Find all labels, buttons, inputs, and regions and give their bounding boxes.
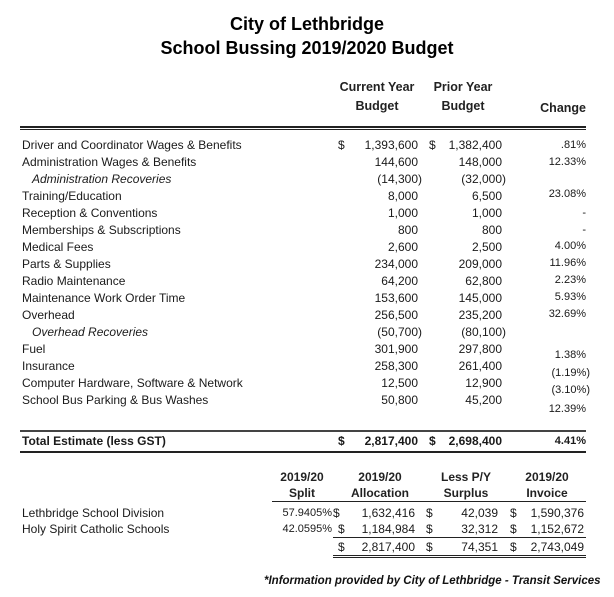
header-current-budget: Budget — [355, 99, 399, 113]
row-prior: 12,900 — [465, 376, 502, 390]
currency-symbol: $ — [426, 522, 433, 536]
header-prior-budget: Budget — [441, 99, 485, 113]
allocation-header-rule — [272, 501, 586, 502]
header-invoice-year: 2019/20 — [525, 470, 569, 484]
currency-symbol: $ — [338, 540, 345, 554]
row-label: Memberships & Subscriptions — [22, 223, 181, 237]
row-prior: 1,382,400 — [448, 138, 502, 152]
row-label: Parts & Supplies — [22, 257, 111, 271]
row-label: Maintenance Work Order Time — [22, 291, 186, 305]
currency-symbol: $ — [429, 138, 436, 152]
allocation-row-invoice: 1,590,376 — [530, 506, 584, 520]
row-label: Radio Maintenance — [22, 274, 126, 288]
allocation-row-split: 42.0595% — [282, 523, 332, 535]
row-change: 12.33% — [548, 156, 586, 168]
row-label: Administration Recoveries — [32, 172, 172, 186]
row-label: Overhead Recoveries — [32, 325, 149, 339]
row-label: Administration Wages & Benefits — [22, 155, 197, 169]
allocation-total-invoice: 2,743,049 — [530, 540, 584, 554]
row-prior: (80,100) — [461, 325, 506, 339]
currency-symbol: $ — [510, 540, 517, 554]
allocation-subtotal-rule — [333, 537, 586, 538]
allocation-row-surplus: 42,039 — [461, 506, 498, 520]
row-change: 1.38% — [554, 349, 586, 361]
row-prior: 2,500 — [471, 240, 502, 254]
currency-symbol: $ — [426, 506, 433, 520]
currency-symbol: $ — [333, 506, 340, 520]
row-change: 23.08% — [548, 188, 586, 200]
document-title-line2: School Bussing 2019/2020 Budget — [160, 38, 454, 58]
row-label: Training/Education — [22, 189, 122, 203]
row-label: Driver and Coordinator Wages & Benefits — [22, 138, 242, 152]
row-prior: 209,000 — [458, 257, 502, 271]
row-current: 64,200 — [381, 274, 418, 288]
row-change: - — [582, 224, 586, 236]
row-prior: (32,000) — [461, 172, 506, 186]
header-invoice: Invoice — [526, 486, 568, 500]
row-current: 153,600 — [374, 291, 418, 305]
row-prior: 6,500 — [471, 189, 502, 203]
currency-symbol: $ — [338, 138, 345, 152]
header-current-year: Current Year — [339, 80, 415, 94]
row-change: 4.00% — [554, 240, 586, 252]
row-current: (14,300) — [377, 172, 422, 186]
header-split: Split — [289, 486, 315, 500]
allocation-row-invoice: 1,152,672 — [530, 522, 584, 536]
allocation-total-rule-double — [333, 557, 586, 558]
row-current: 258,300 — [374, 359, 418, 373]
row-change: 12.39% — [548, 403, 586, 415]
currency-symbol: $ — [338, 522, 345, 536]
row-current: 301,900 — [374, 342, 418, 356]
allocation-row-allocation: 1,632,416 — [361, 506, 415, 520]
header-rule-secondary — [20, 129, 586, 130]
row-current: (50,700) — [377, 325, 422, 339]
row-prior: 45,200 — [465, 393, 502, 407]
total-prior: 2,698,400 — [448, 434, 502, 448]
total-current: 2,817,400 — [364, 434, 418, 448]
row-change: 2.23% — [554, 274, 586, 286]
row-prior: 148,000 — [458, 155, 502, 169]
row-label: Medical Fees — [22, 240, 94, 254]
total-top-rule — [20, 430, 586, 432]
currency-symbol: $ — [426, 540, 433, 554]
total-label: Total Estimate (less GST) — [22, 434, 166, 448]
header-surplus-line1: Less P/Y — [440, 470, 492, 484]
total-bottom-rule — [20, 451, 586, 453]
row-current: 8,000 — [387, 189, 418, 203]
row-current: 50,800 — [381, 393, 418, 407]
currency-symbol: $ — [338, 434, 345, 448]
row-current: 1,000 — [387, 206, 418, 220]
currency-symbol: $ — [510, 522, 517, 536]
footnote: *Information provided by City of Lethbridge - Transit Services — [264, 575, 601, 587]
allocation-total-surplus: 74,351 — [461, 540, 498, 554]
row-current: 800 — [397, 223, 418, 237]
row-prior: 297,800 — [458, 342, 502, 356]
allocation-row-surplus: 32,312 — [461, 522, 498, 536]
row-prior: 235,200 — [458, 308, 502, 322]
header-surplus: Surplus — [443, 486, 489, 500]
row-change: .81% — [560, 139, 586, 151]
header-allocation-year: 2019/20 — [358, 470, 402, 484]
allocation-row-label: Lethbridge School Division — [22, 506, 165, 520]
row-prior: 261,400 — [458, 359, 502, 373]
header-prior-year: Prior Year — [433, 80, 493, 94]
row-change: 5.93% — [554, 291, 586, 303]
row-change: 11.96% — [549, 257, 586, 269]
document-title-line1: City of Lethbridge — [230, 14, 384, 34]
row-label: Computer Hardware, Software & Network — [22, 376, 243, 390]
row-prior: 145,000 — [458, 291, 502, 305]
row-change: (1.19%) — [551, 367, 590, 379]
allocation-row-label: Holy Spirit Catholic Schools — [22, 522, 170, 536]
currency-symbol: $ — [510, 506, 517, 520]
row-current: 12,500 — [381, 376, 418, 390]
row-prior: 1,000 — [471, 206, 502, 220]
allocation-row-split: 57.9405% — [282, 507, 332, 519]
row-current: 234,000 — [374, 257, 418, 271]
row-current: 256,500 — [374, 308, 418, 322]
currency-symbol: $ — [429, 434, 436, 448]
row-change: (3.10%) — [551, 384, 590, 396]
row-change: - — [582, 207, 586, 219]
header-change: Change — [540, 101, 586, 115]
header-split-year: 2019/20 — [280, 470, 324, 484]
header-rule — [20, 126, 586, 128]
row-current: 144,600 — [374, 155, 418, 169]
row-prior: 800 — [481, 223, 502, 237]
row-label: Fuel — [22, 342, 46, 356]
row-label: Overhead — [22, 308, 75, 322]
allocation-row-allocation: 1,184,984 — [361, 522, 415, 536]
header-allocation: Allocation — [350, 486, 409, 500]
allocation-total-allocation: 2,817,400 — [361, 540, 415, 554]
row-label: Insurance — [22, 359, 75, 373]
row-label: Reception & Conventions — [22, 206, 158, 220]
row-prior: 62,800 — [465, 274, 502, 288]
allocation-total-rule — [333, 555, 586, 556]
row-change: 32.69% — [548, 308, 586, 320]
row-label: School Bus Parking & Bus Washes — [22, 393, 209, 407]
total-change: 4.41% — [554, 435, 586, 447]
row-current: 1,393,600 — [364, 138, 418, 152]
row-current: 2,600 — [387, 240, 418, 254]
